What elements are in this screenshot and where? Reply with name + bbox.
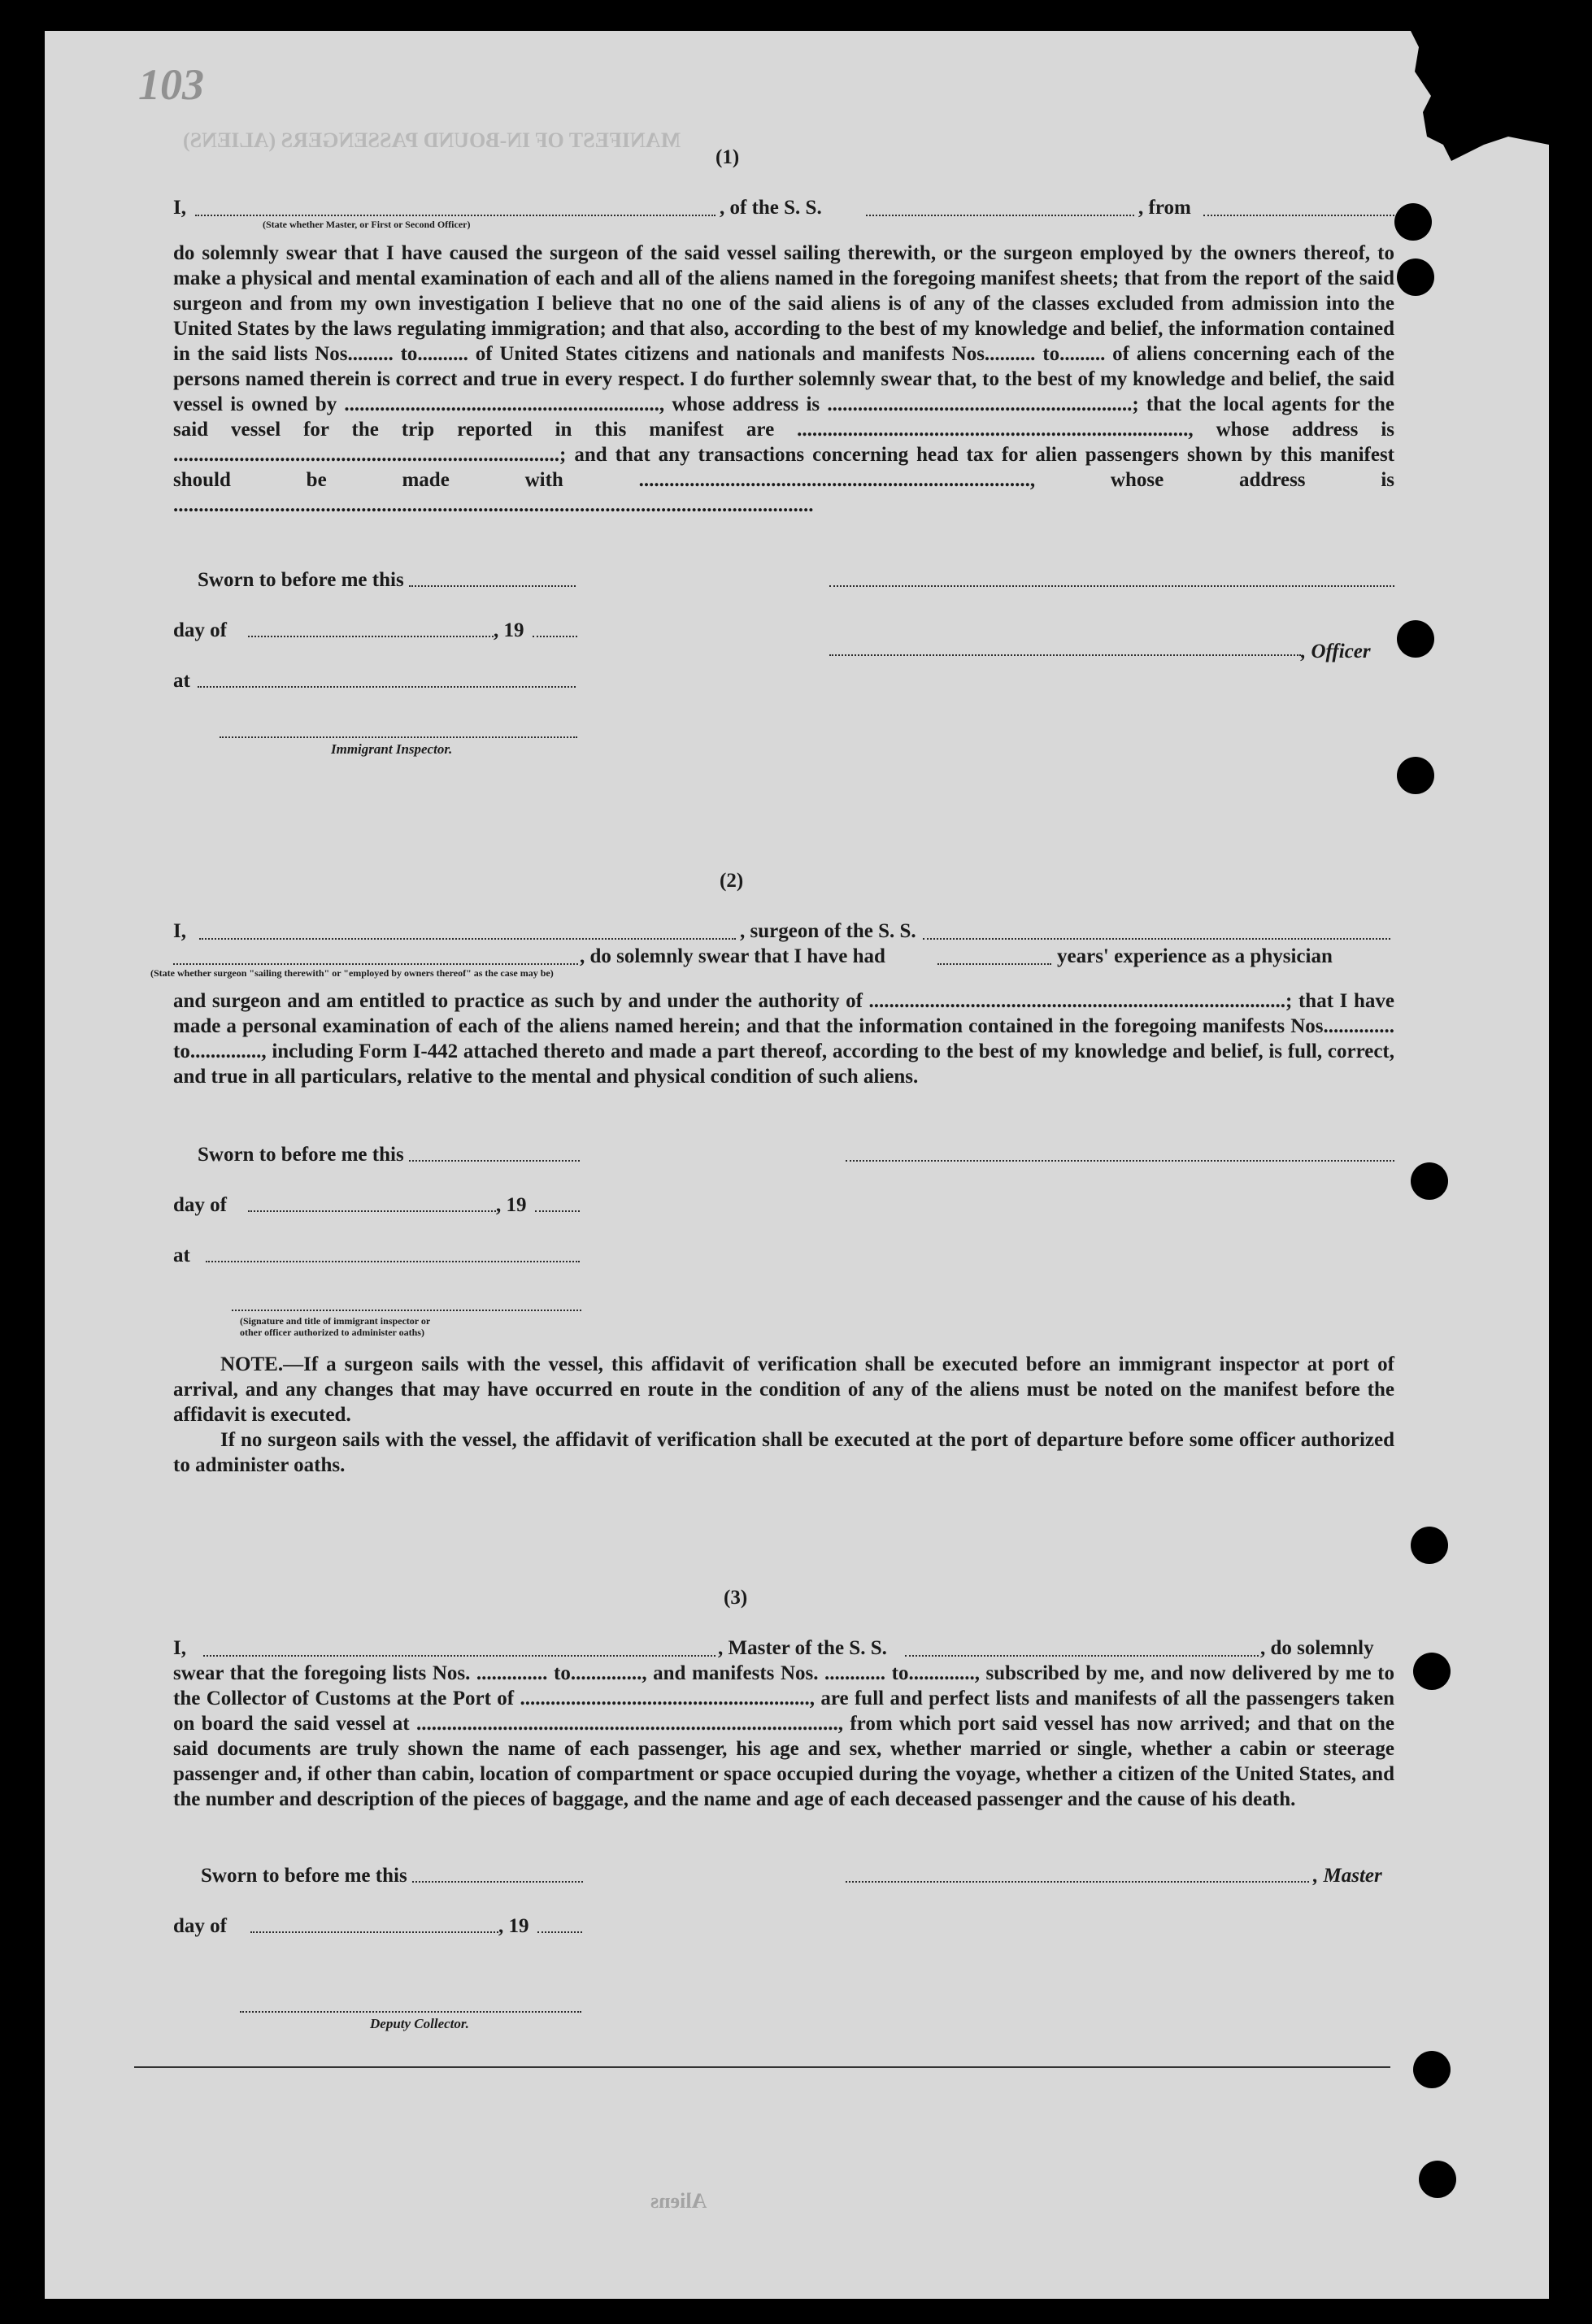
s3-master-sign-label: , Master	[1313, 1865, 1382, 1887]
s3-name-field[interactable]	[203, 1655, 716, 1657]
s1-year-field[interactable]	[533, 636, 577, 637]
s3-master-label: , Master of the S. S.	[718, 1637, 887, 1659]
s1-from-field[interactable]	[1203, 215, 1394, 216]
s3-sworn-label: Sworn to before me this	[201, 1865, 407, 1887]
s1-year-label: , 19	[494, 619, 524, 641]
s2-surgeon-note: (State whether surgeon "sailing therewith" or "employed by owners thereof" as the case may be)	[150, 967, 554, 979]
torn-corner	[1354, 31, 1549, 169]
binder-hole	[1419, 2161, 1456, 2198]
s2-day-label: day of	[173, 1194, 227, 1216]
binder-hole	[1397, 258, 1434, 296]
s1-sworn-field[interactable]	[409, 585, 576, 587]
binder-hole	[1411, 1162, 1448, 1200]
s1-of-ss-label: , of the S. S.	[720, 197, 822, 219]
s2-note-paragraph	[173, 1352, 1394, 1427]
binder-hole	[1413, 2051, 1451, 2088]
s3-year-label: , 19	[498, 1915, 529, 1937]
section-3-number: (3)	[724, 1587, 748, 1609]
s3-day-field[interactable]	[250, 1931, 498, 1933]
s2-sworn-label: Sworn to before me this	[198, 1144, 404, 1166]
footer-stamp: Aliens	[650, 2189, 707, 2213]
s2-name-field[interactable]	[199, 938, 736, 940]
s1-inspector-signature[interactable]	[220, 736, 577, 738]
s1-officer-label: , Officer	[1301, 641, 1371, 662]
s2-year-label: , 19	[496, 1194, 527, 1216]
s2-vessel-field[interactable]	[923, 938, 1390, 940]
s1-oath-paragraph: do solemnly swear that I have caused the surgeon of the said vessel sailing therewith, or the surgeon employed by the owners thereof, to make a physical and mental examination of each and all of the aliens named in the foregoing manifest sheets; that from the report of the said surgeon and from my own investigation I believe that no one of the said aliens is of any of the classes excluded from admission into the United States by the laws regulating immigration; and that also, according to the best of my knowledge and belief, the information contained in the said lists Nos......... to.......... of United States citizens and nationals and manifests Nos.......... to......... of aliens concerning each of the persons named therein is correct and true in every respect. I do further solemnly swear that, to the best of my knowledge and belief, the said vessel is owned by .............................................................., whose address is ............................................................; that the local agents for the said vessel for the trip reported in this manifest are ............................................................................., whose address is ............................................................................; and that any transactions concerning head tax for alien passengers shown by this manifest should be made with ............................................................................., whose address is ..............................................................................................................................	[173, 242, 1394, 516]
s2-oath-paragraph: and surgeon and am entitled to practice as such by and under the authority of ..................................................................................; that I have made a personal examination of each of the aliens named herein; and that the information contained in the foregoing manifests Nos.............. to.............., including Form I-442 attached thereto and made a part thereof, according to the best of my knowledge and belief, is full, correct, and true in all particulars, relative to the mental and physical condition of such aliens.	[173, 990, 1394, 1088]
s2-at-field[interactable]	[206, 1261, 580, 1262]
s3-oath-paragraph: swear that the foregoing lists Nos. .............. to.............., and manifests Nos. ............ to............., subscribed by me, and now delivered by me to the Collector of Customs at the Port of ........................................................., are full and perfect lists and manifests of all the passengers taken on board the said vessel at ..................................................................................., from which port said vessel has now arrived; and that on the said documents are truly shown the name of each passenger, his age and sex, whether married or single, whether a cabin or steerage passenger and, if other than cabin, location of compartment or space occupied during the voyage, whether a citizen of the United States, and the number and description of the pieces of baggage, and the name and age of each deceased passenger and the cause of his death.	[173, 1662, 1394, 1810]
handwritten-number: 103	[138, 60, 204, 109]
binder-hole	[1397, 620, 1434, 658]
s1-master-note: (State whether Master, or First or Second Officer)	[263, 219, 471, 230]
s2-sig-note-1: (Signature and title of immigrant inspector or	[240, 1315, 431, 1327]
s2-sworn-field[interactable]	[409, 1160, 580, 1162]
s2-years-field[interactable]	[937, 963, 1051, 965]
s2-surgeon-signature[interactable]	[846, 1160, 1394, 1162]
s3-deputy-signature[interactable]	[240, 2011, 581, 2013]
s2-note-label: NOTE.	[220, 1353, 284, 1375]
s1-at-label: at	[173, 670, 190, 692]
binder-hole	[1397, 757, 1434, 794]
s1-sworn-label: Sworn to before me this	[198, 569, 404, 591]
s1-day-label: day of	[173, 619, 227, 641]
s3-master-signature[interactable]	[846, 1881, 1309, 1883]
manifest-page	[45, 31, 1549, 2299]
s2-note-text: —If a surgeon sails with the vessel, this affidavit of verification shall be executed before an immigrant inspector at port of arrival, and any changes that may have occurred en route in the condition of any of the aliens must be noted on the manifest before the affidavit is executed.	[173, 1353, 1394, 1426]
s2-inspector-signature[interactable]	[232, 1310, 581, 1311]
s1-master-field[interactable]	[195, 215, 716, 216]
s3-year-field[interactable]	[537, 1931, 582, 1933]
s2-I-label: I,	[173, 920, 186, 942]
s1-vessel-field[interactable]	[866, 215, 1134, 216]
s3-day-label: day of	[173, 1915, 227, 1937]
s3-sworn-field[interactable]	[412, 1881, 583, 1883]
s1-inspector-label: Immigrant Inspector.	[331, 741, 453, 757]
s3-swear-label: , do solemnly	[1260, 1637, 1374, 1659]
binder-hole	[1394, 203, 1432, 241]
s2-surgeon-type-field[interactable]	[173, 963, 578, 965]
s2-swear-label: , do solemnly swear that I have had	[580, 945, 885, 967]
s1-at-field[interactable]	[198, 686, 576, 688]
s2-at-label: at	[173, 1245, 190, 1266]
s2-note-paragraph-2: If no surgeon sails with the vessel, the affidavit of verification shall be executed at the port of departure before some officer authorized to administer oaths.	[173, 1429, 1394, 1476]
s2-surgeon-label: , surgeon of the S. S.	[740, 920, 916, 942]
s1-day-field[interactable]	[248, 636, 494, 637]
s2-sig-note-2: other officer authorized to administer oaths)	[240, 1327, 424, 1338]
s3-vessel-field[interactable]	[905, 1655, 1259, 1657]
s1-officer-signature-line-2[interactable]	[829, 654, 1301, 656]
bottom-rule	[134, 2066, 1390, 2068]
binder-hole	[1413, 1653, 1451, 1690]
s2-year-field[interactable]	[535, 1210, 580, 1212]
s1-from-label: , from	[1138, 197, 1191, 219]
s3-deputy-label: Deputy Collector.	[370, 2016, 469, 2031]
bleed-through-title: MANIFEST OF IN-BOUND PASSENGERS (ALIENS)	[183, 128, 681, 152]
binder-hole	[1411, 1527, 1448, 1564]
s1-officer-signature-line-1[interactable]	[829, 585, 1394, 587]
s3-I-label: I,	[173, 1637, 186, 1659]
s2-day-field[interactable]	[248, 1210, 496, 1212]
section-1-number: (1)	[716, 146, 740, 168]
section-2-number: (2)	[720, 870, 744, 892]
s2-years-label: years' experience as a physician	[1057, 945, 1333, 967]
s1-I-label: I,	[173, 197, 186, 219]
